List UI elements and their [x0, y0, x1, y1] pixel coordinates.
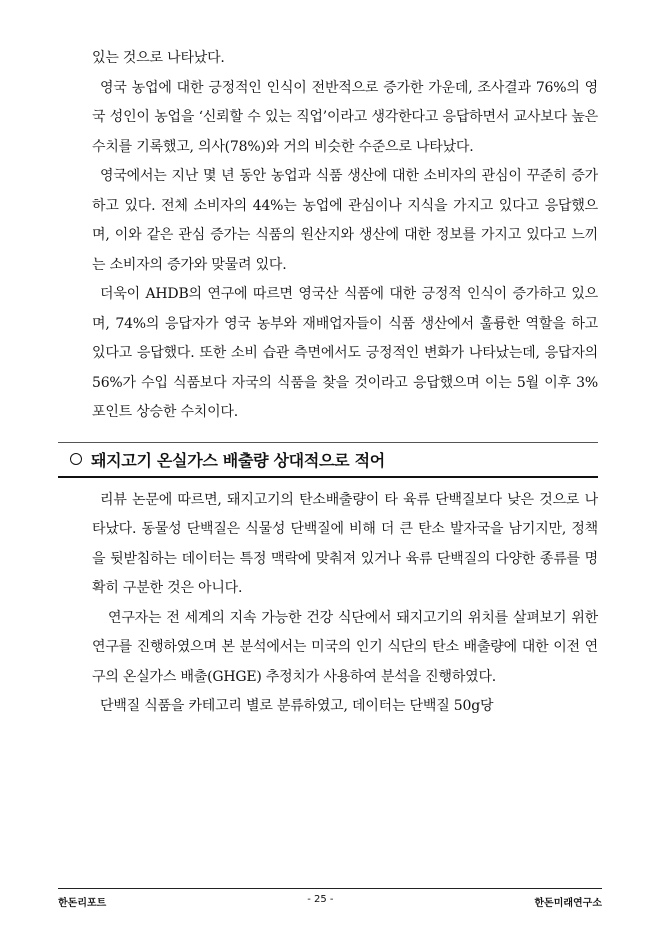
paragraph: 단백질 식품을 카테고리 별로 분류하였고, 데이터는 단백질 50g당: [100, 698, 494, 714]
paragraph: 더욱이 AHDB의 연구에 따르면 영국산 식품에 대한 긍정적 인식이 증가하고 있으며, 74%의 응답자가 영국 농부와 재배업자들이 식품 생산에서 훌륭한 역할을 하고 있다고 응답했다. 또한 소비 습관 측면에서도 긍정적인 변화가 나타났는데, 응답자의 56%가 수입 식품보다 자국의 식품을 찾을 것이라고 응답했으며 이는 5월 이후 3%포인트 상승한 수치이다.: [92, 286, 598, 420]
section-heading: [58, 442, 598, 478]
footer-report-name: 한돈리포트: [58, 898, 107, 909]
paragraph: 연구자는 전 세계의 지속 가능한 건강 식단에서 돼지고기의 위치를 살펴보기 위한 연구를 진행하였으며 본 분석에서는 미국의 인기 식단의 탄소 배출량에 대한 이전 연구의 온실가스 배출(GHGE) 추정치가 사용하여 분석을 진행하였다.: [92, 609, 598, 685]
circle-bullet-icon: [70, 453, 82, 465]
page-footer: [58, 888, 602, 909]
section-title: 돼지고기 온실가스 배출량 상대적으로 적어: [91, 450, 385, 470]
paragraph: 있는 것으로 나타났다.: [92, 50, 225, 66]
footer-institute-name: 한돈미래연구소: [534, 898, 602, 909]
paragraph: 영국에서는 지난 몇 년 동안 농업과 식품 생산에 대한 소비자의 관심이 꾸준히 증가하고 있다. 전체 소비자의 44%는 농업에 관심이나 지식을 가지고 있다고 응답했으며, 이와 같은 관심 증가는 식품의 원산지와 생산에 대한 정보를 가지고 있다고 느끼는 소비자의 증가와 맞물려 있다.: [92, 168, 598, 273]
paragraph: 영국 농업에 대한 긍정적인 인식이 전반적으로 증가한 가운데, 조사결과 76%의 영국 성인이 농업을 ‘신뢰할 수 있는 직업’이라고 생각한다고 응답하면서 교사보다 높은 수치를 기록했고, 의사(78%)와 거의 비슷한 수준으로 나타났다.: [92, 79, 598, 155]
document-body: [92, 44, 598, 722]
paragraph: 리뷰 논문에 따르면, 돼지고기의 탄소배출량이 타 육류 단백질보다 낮은 것으로 나타났다. 동물성 단백질은 식물성 단백질에 비해 더 큰 탄소 발자국을 남기지만, 정책을 뒷받침하는 데이터는 특정 맥락에 맞춰져 있거나 육류 단백질의 다양한 종류를 명확히 구분한 것은 아니다.: [92, 491, 598, 596]
page-number: - 25 -: [307, 894, 334, 905]
section-body: [92, 486, 598, 722]
